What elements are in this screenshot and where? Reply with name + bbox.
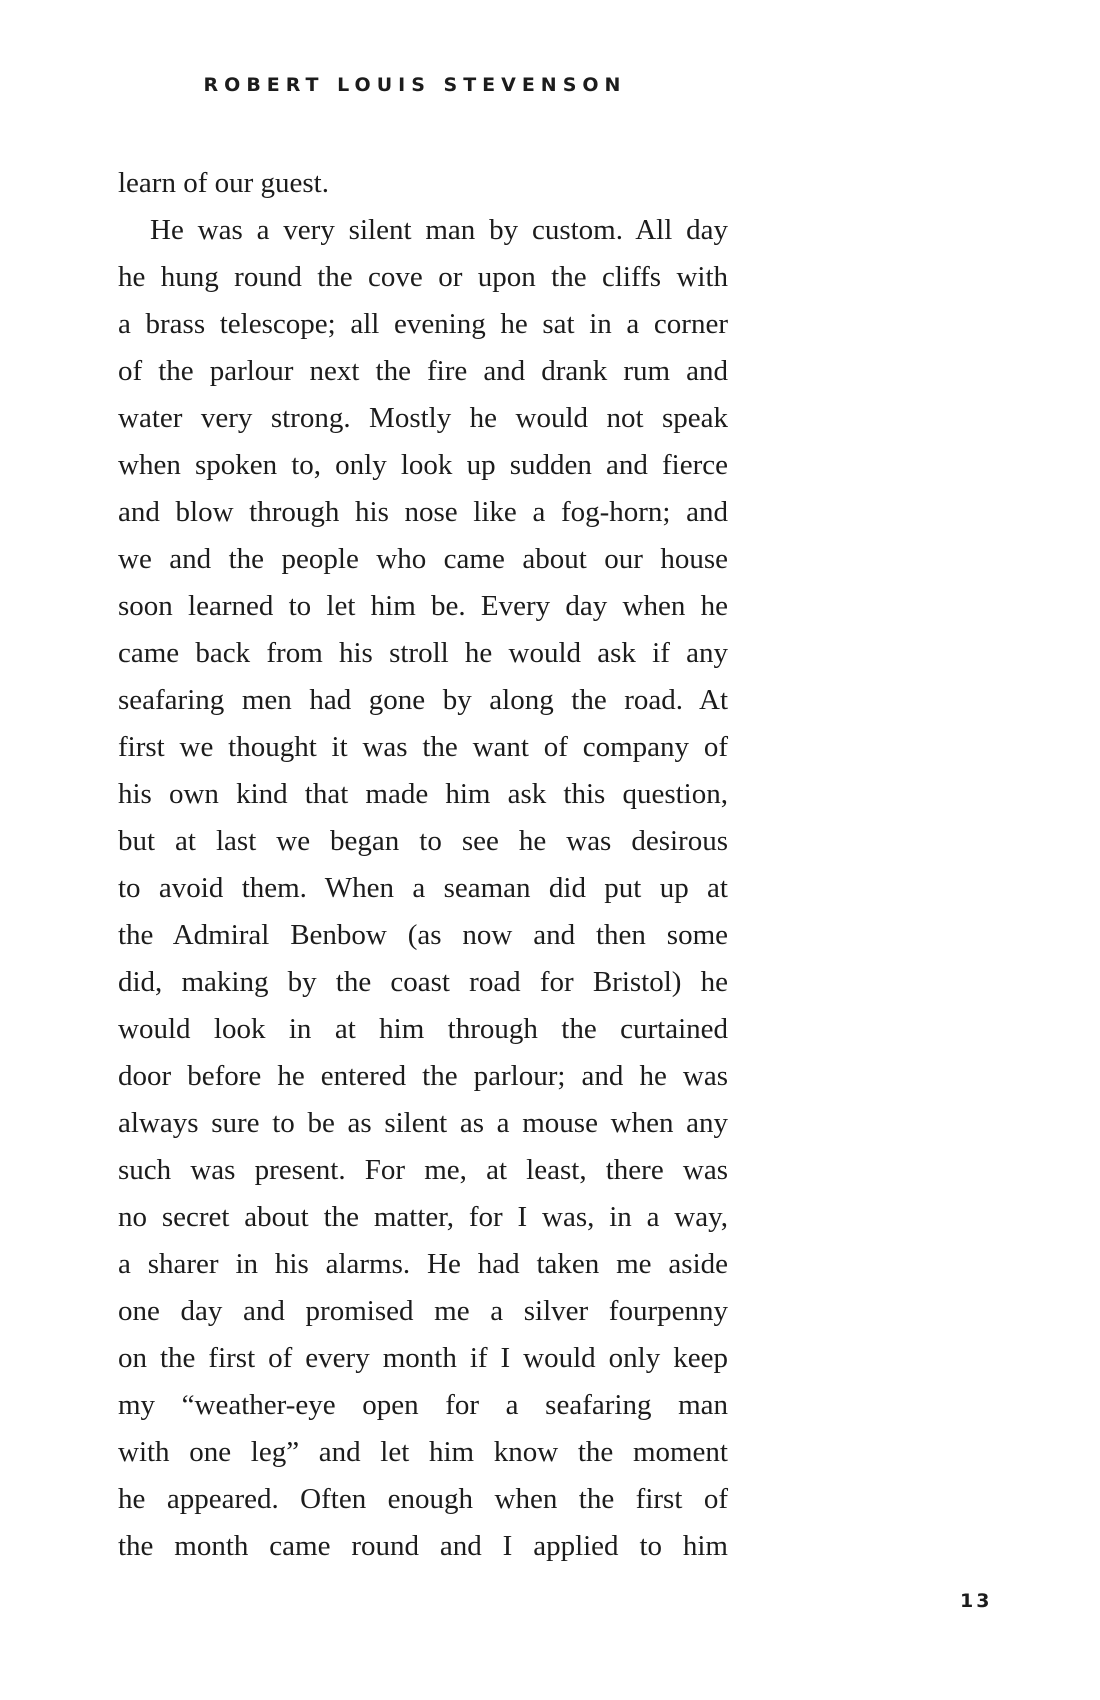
text-line: seafaring men had gone by along the road. At xyxy=(118,684,728,716)
text-line: always sure to be as silent as a mouse when any xyxy=(118,1107,728,1139)
text-line: a sharer in his alarms. He had taken me aside xyxy=(118,1248,728,1280)
text-line: soon learned to let him be. Every day when he xyxy=(118,590,728,622)
text-line: water very strong. Mostly he would not speak xyxy=(118,402,728,434)
text-line: one day and promised me a silver fourpenny xyxy=(118,1295,728,1327)
text-line: came back from his stroll he would ask if any xyxy=(118,637,728,669)
text-line: my “weather-eye open for a seafaring man xyxy=(118,1389,728,1421)
text-line: to avoid them. When a seaman did put up at xyxy=(118,872,728,904)
text-line: but at last we began to see he was desirous xyxy=(118,825,728,857)
text-line: his own kind that made him ask this question, xyxy=(118,778,728,810)
text-line: when spoken to, only look up sudden and fierce xyxy=(118,449,728,481)
text-line: he appeared. Often enough when the first of xyxy=(118,1483,728,1515)
text-line: learn of our guest. xyxy=(118,167,329,199)
text-line: would look in at him through the curtained xyxy=(118,1013,728,1045)
page-number: 13 xyxy=(960,1590,993,1612)
text-line: with one leg” and let him know the moment xyxy=(118,1436,728,1468)
text-line: door before he entered the parlour; and he was xyxy=(118,1060,728,1092)
body-text xyxy=(118,160,728,1570)
text-line: we and the people who came about our house xyxy=(118,543,728,575)
running-head: ROBERT LOUIS STEVENSON xyxy=(203,74,627,96)
text-line: did, making by the coast road for Bristol) he xyxy=(118,966,728,998)
text-line: a brass telescope; all evening he sat in a corner xyxy=(118,308,728,340)
text-line: on the first of every month if I would only keep xyxy=(118,1342,728,1374)
text-line: first we thought it was the want of company of xyxy=(118,731,728,763)
text-line: he hung round the cove or upon the cliffs with xyxy=(118,261,728,293)
text-line: He was a very silent man by custom. All day xyxy=(150,214,728,246)
text-line: of the parlour next the fire and drank rum and xyxy=(118,355,728,387)
text-line: no secret about the matter, for I was, in a way, xyxy=(118,1201,728,1233)
text-line: such was present. For me, at least, there was xyxy=(118,1154,728,1186)
text-line: the Admiral Benbow (as now and then some xyxy=(118,919,728,951)
text-line: the month came round and I applied to him xyxy=(118,1530,728,1562)
text-line: and blow through his nose like a fog-horn; and xyxy=(118,496,728,528)
